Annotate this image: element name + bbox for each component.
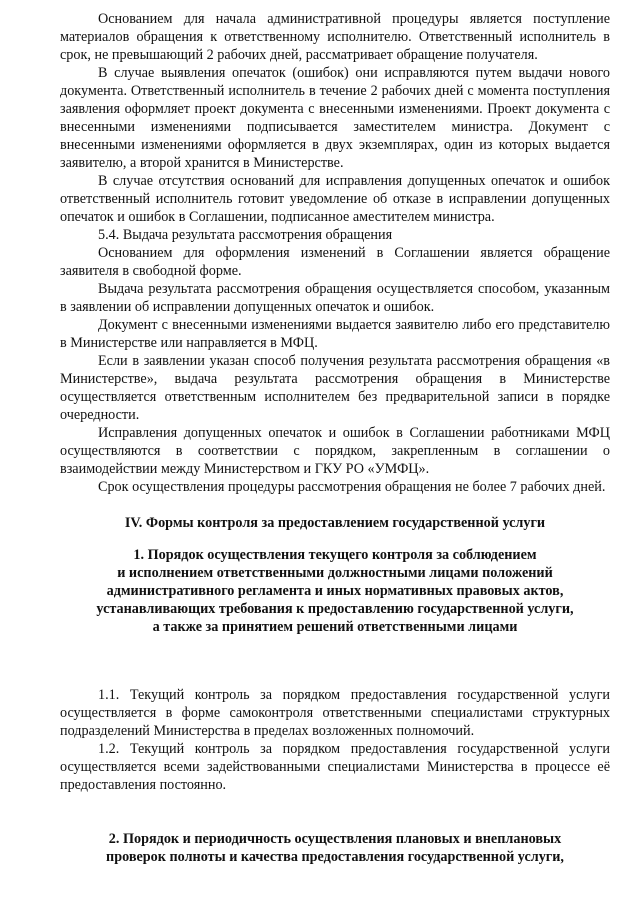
paragraph-heading-5-4: 5.4. Выдача результата рассмотрения обращения [98,227,393,243]
subsection-1-line: устанавливающих требования к предоставлению государственной услуги, [96,601,574,617]
subsection-1-title [60,546,610,636]
paragraph-in-ministry: Если в заявлении указан способ получения результата рассмотрения обращения «в Министерстве», выдача результата рассмотрения обращения в Министерстве осуществляется ответственным исполнителем без предварительной записи в порядке очередности. [60,353,610,423]
paragraph-result-method: Выдача результата рассмотрения обращения осуществляется способом, указанным в заявлении об исправлении допущенных опечаток и ошибок. [60,281,610,315]
subsection-1-line: административного регламента и иных нормативных правовых актов, [106,583,564,599]
paragraph-mfc-corrections: Исправления допущенных опечаток и ошибок в Соглашении работниками МФЦ осуществляются в соответствии с порядком, закрепленным в соглашении о взаимодействии между Министерством и ГКУ РО «УМФЦ». [60,425,610,477]
subsection-2-line: 2. Порядок и периодичность осуществления плановых и внеплановых [108,831,562,847]
paragraph-procedure-term: Срок осуществления процедуры рассмотрения обращения не более 7 рабочих дней. [98,479,606,495]
paragraph-typo-correction: В случае выявления опечаток (ошибок) они исправляются путем выдачи нового документа. Ответственный исполнитель в течение 2 рабочих дней с момента поступления заявления оформляет проект документа с внесенными изменениями. Проект документа с внесенными изменениями подписывается заместителем министра. Документ с внесенными изменениями оформляется в двух экземплярах, один из которых выдается заявителю, а второй хранится в Министерстве. [60,65,610,171]
paragraph-1-1: 1.1. Текущий контроль за порядком предоставления государственной услуги осуществляется в форме самоконтроля ответственными специалистами структурных подразделений Министерства в пределах возложенных полномочий. [60,687,610,739]
subsection-1-line: 1. Порядок осуществления текущего контроля за соблюдением [133,547,537,563]
subsection-2-title [60,830,610,866]
paragraph-document-issue: Документ с внесенными изменениями выдается заявителю либо его представителю в Министерстве или направляется в МФЦ. [60,317,610,351]
section-title: IV. Формы контроля за предоставлением государственной услуги [124,515,546,531]
paragraph-change-basis: Основанием для оформления изменений в Соглашении является обращение заявителя в свободной форме. [60,245,610,279]
paragraph-basis-start: Основанием для начала административной процедуры является поступление материалов обращения к ответственному исполнителю. Ответственный исполнитель в срок, не превышающий 2 рабочих дней, рассматривает обращение получателя. [60,11,610,63]
subsection-1-line: и исполнением ответственными должностными лицами положений [117,565,553,581]
document-page [60,10,610,866]
subsection-2-line: проверок полноты и качества предоставления государственной услуги, [106,849,564,865]
subsection-1-line: а также за принятием решений ответственными лицами [152,619,518,635]
paragraph-no-grounds: В случае отсутствия оснований для исправления допущенных опечаток и ошибок ответственный исполнитель готовит уведомление об отказе в исправлении допущенных опечаток и ошибок в Соглашении, подписанное аместителем министра. [60,173,610,225]
paragraph-1-2: 1.2. Текущий контроль за порядком предоставления государственной услуги осуществляется всеми задействованными специалистами Министерства в процессе её предоставления постоянно. [60,741,610,793]
